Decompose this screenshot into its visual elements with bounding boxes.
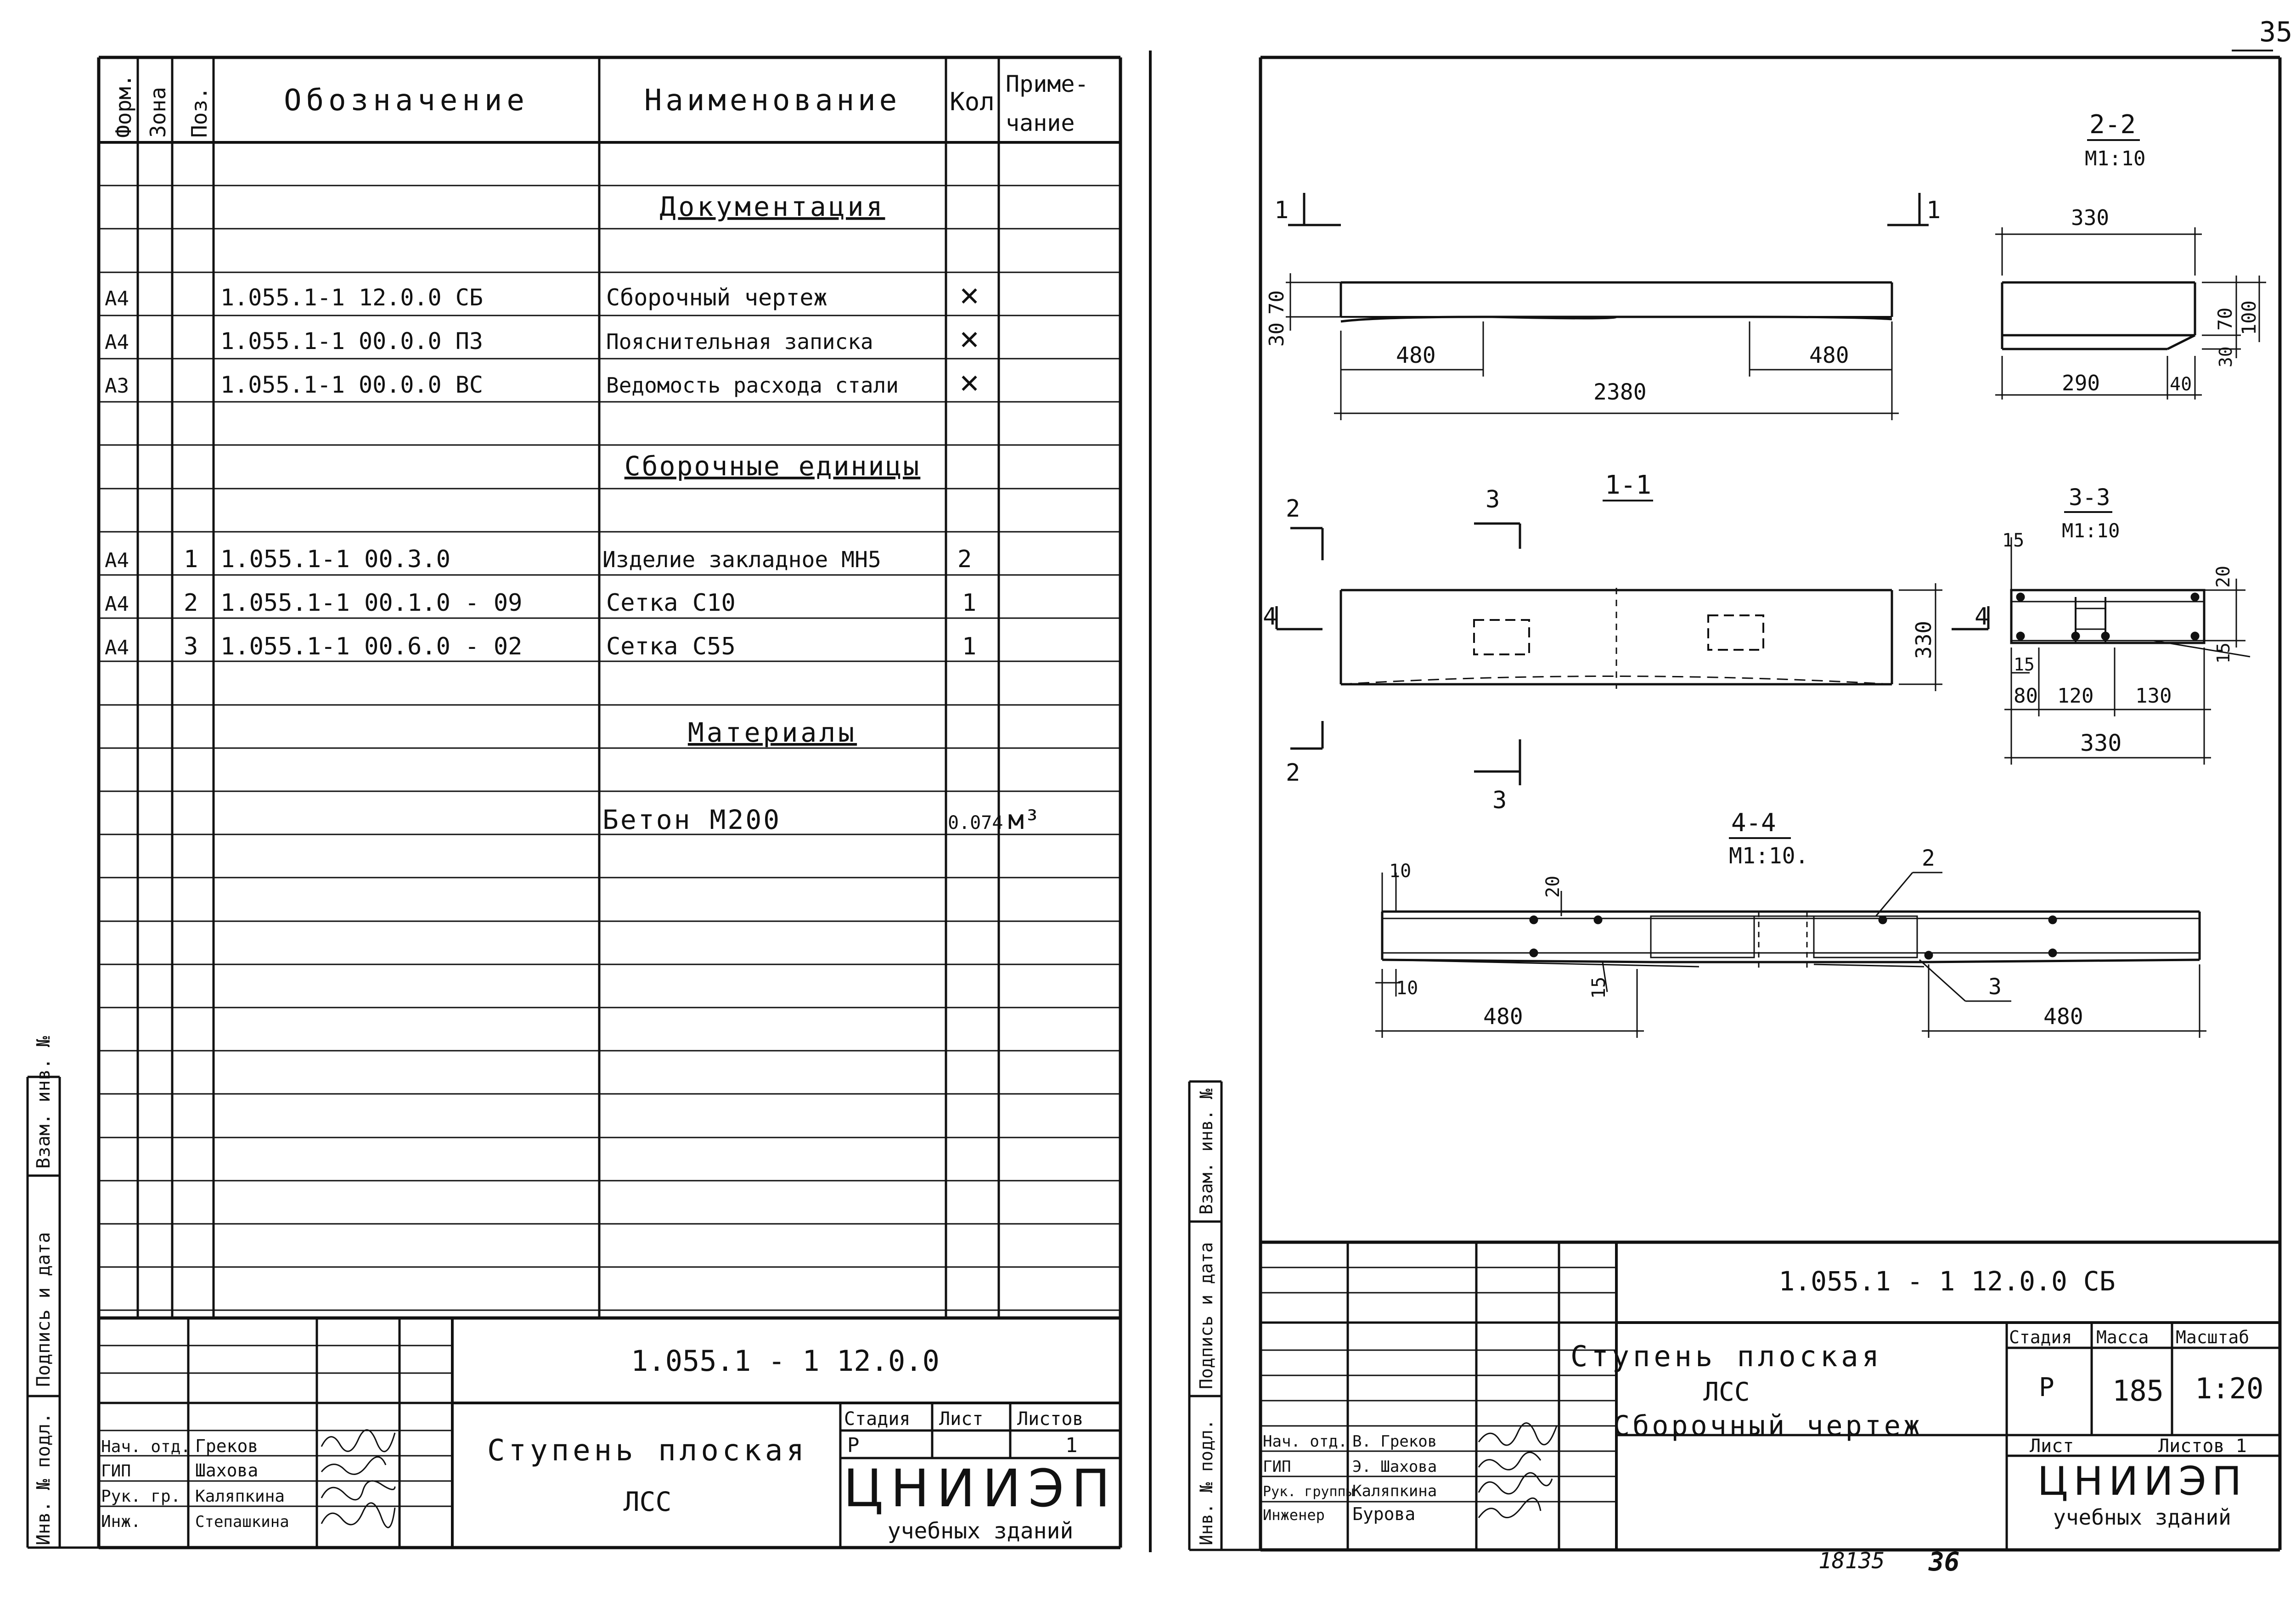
left-org-sub: учебных зданий (887, 1518, 1074, 1544)
s44-dim-20: 20 (1542, 875, 1564, 898)
bottom-page-number: 36 (1929, 1547, 1960, 1577)
doc-row-designation: 1.055.1-1 00.0.0 ПЗ (220, 328, 483, 355)
left-person: Каляпкина (195, 1487, 285, 1506)
right-title-line3: Сборочный чертеж (1613, 1410, 1923, 1442)
left-person: Степашкина (195, 1513, 289, 1531)
left-signatures (321, 1430, 395, 1528)
s22-dim-h100: 100 (2238, 300, 2260, 335)
cut-4-right: 4 (1975, 603, 1989, 631)
right-org: ЦНИИЭП (2037, 1459, 2247, 1504)
right-signatures (1479, 1423, 1557, 1518)
asm-row-designation: 1.055.1-1 00.3.0 (220, 546, 450, 573)
cut-1-left: 1 (1274, 197, 1289, 224)
right-sheet-label: Лист (2030, 1436, 2074, 1457)
section-1-1-plan (1277, 524, 1988, 785)
left-role: ГИП (101, 1462, 131, 1481)
section-1-1-label: 1-1 (1605, 470, 1652, 500)
left-role: Инж. (101, 1512, 141, 1531)
asm-row-pos: 3 (184, 633, 198, 660)
right-person: Каляпкина (1352, 1482, 1437, 1500)
right-sheets-label: Листов 1 (2158, 1436, 2247, 1457)
right-person: В. Греков (1352, 1432, 1437, 1451)
left-person: Шахова (195, 1460, 259, 1481)
cut-3-top: 3 (1486, 486, 1500, 513)
header-note-1: Приме- (1006, 71, 1089, 97)
archive-number: 18135 (1818, 1548, 1885, 1574)
left-stage: Р (847, 1434, 860, 1457)
right-person: Э. Шахова (1352, 1458, 1437, 1476)
right-role: Нач. отд. (1263, 1432, 1348, 1451)
asm-row-designation: 1.055.1-1 00.6.0 - 02 (220, 633, 523, 660)
doc-row-form: А3 (105, 374, 129, 398)
left-person: Греков (195, 1436, 259, 1456)
header-qty: Кол (950, 87, 995, 116)
doc-row-form: А4 (105, 331, 129, 354)
right-role: Инженер (1263, 1506, 1325, 1524)
s22-dim-h30: 30 (2216, 346, 2236, 367)
left-title-code: 1.055.1 - 1 12.0.0 (631, 1344, 940, 1378)
s33-dim-20: 20 (2213, 565, 2234, 588)
asm-row-name: Сетка С55 (606, 633, 736, 660)
plan-dim-h: 330 (1911, 620, 1936, 659)
s22-dim-h70: 70 (2214, 307, 2236, 331)
material-note: м³ (1008, 804, 1040, 835)
left-sheets-label: Листов (1017, 1408, 1084, 1430)
material-qty: 0.074 (948, 812, 1003, 833)
left-role: Рук. гр. (101, 1487, 181, 1506)
header-zone: Зона (146, 87, 170, 138)
asm-row-name: Сетка С10 (606, 589, 736, 617)
section-4-4-scale: М1:10. (1729, 843, 1809, 869)
section-assembly-units: Сборочные единицы (624, 451, 921, 482)
left-sheet (28, 51, 1150, 1552)
asm-row-pos: 2 (184, 589, 198, 617)
right-margin-inv: Инв. № подл. (1196, 1419, 1216, 1545)
asm-row-qty: 1 (962, 589, 977, 617)
doc-row-name: Сборочный чертеж (606, 284, 827, 311)
left-stage-label: Стадия (844, 1408, 911, 1430)
left-margin-sign: Подпись и дата (33, 1232, 54, 1387)
doc-row-name: Ведомость расхода стали (606, 373, 899, 398)
elev-dim-left: 480 (1396, 343, 1436, 368)
s44-dim-10a: 10 (1389, 861, 1412, 882)
right-org-sub: учебных зданий (2053, 1505, 2231, 1530)
s33-dim-130: 130 (2135, 684, 2172, 708)
asm-row-designation: 1.055.1-1 00.1.0 - 09 (220, 589, 523, 617)
header-form: Форм. (111, 74, 136, 138)
cut-2-bottom: 2 (1286, 759, 1300, 787)
right-stage-label: Стадия (2009, 1327, 2072, 1347)
left-role: Нач. отд. (101, 1437, 191, 1456)
right-mass: 185 (2112, 1374, 2164, 1408)
asm-row-form: А4 (105, 549, 129, 572)
asm-row-qty: 2 (957, 546, 972, 573)
section-2-2-scale: М1:10 (2085, 147, 2146, 170)
asm-row-form: А4 (105, 592, 129, 616)
header-designation: Обозначение (284, 84, 529, 118)
s22-dim-offset: 40 (2170, 374, 2192, 395)
s33-dim-15c: 15 (2014, 654, 2035, 675)
material-name: Бетон М200 (602, 804, 782, 835)
section-3-3-label: 3-3 (2069, 484, 2110, 511)
header-note-2: чание (1006, 110, 1075, 136)
s33-dim-15a: 15 (2002, 530, 2025, 551)
s22-dim-bottom: 290 (2062, 371, 2100, 395)
asm-row-pos: 1 (184, 546, 198, 573)
right-person: Бурова (1352, 1504, 1416, 1524)
s22-dim-top: 330 (2071, 205, 2110, 230)
leader-pos-2: 2 (1922, 845, 1935, 871)
doc-row-form: А4 (105, 287, 129, 310)
s33-dim-120: 120 (2057, 684, 2094, 708)
right-title-line2: ЛСС (1703, 1377, 1750, 1407)
section-documentation: Документация (659, 191, 885, 222)
elev-dim-h1: 70 (1265, 290, 1289, 315)
right-scale-label: Масштаб (2176, 1327, 2250, 1347)
left-sheet-label: Лист (939, 1408, 984, 1430)
left-sheets: 1 (1065, 1434, 1078, 1457)
right-sheet (1189, 57, 2280, 1577)
cut-4-left: 4 (1263, 603, 1277, 631)
doc-row-name: Пояснительная записка (606, 329, 873, 354)
asm-row-name: Изделие закладное МН5 (602, 547, 881, 573)
section-4-4-label: 4-4 (1731, 808, 1776, 837)
right-margin-replace: Взам. инв. № (1196, 1088, 1216, 1215)
s44-dim-10b: 10 (1396, 978, 1418, 999)
header-pos: Поз. (187, 87, 212, 138)
right-title-code: 1.055.1 - 1 12.0.0 СБ (1778, 1266, 2116, 1297)
section-3-3-scale: М1:10 (2062, 519, 2120, 542)
left-margin-replace: Взам. инв. № (33, 1036, 54, 1169)
right-role: ГИП (1263, 1458, 1291, 1476)
left-title-line1: Ступень плоская (487, 1434, 808, 1468)
right-mass-label: Масса (2096, 1327, 2149, 1347)
doc-row-designation: 1.055.1-1 00.0.0 ВС (220, 372, 483, 398)
doc-row-qty: ✕ (960, 363, 979, 400)
leader-pos-3: 3 (1988, 974, 2002, 1000)
right-title-line1: Ступень плоская (1570, 1340, 1883, 1373)
cut-3-bottom: 3 (1492, 787, 1507, 814)
elev-dim-h2: 30 (1265, 322, 1289, 347)
page-number: 35 (2259, 16, 2293, 48)
doc-row-designation: 1.055.1-1 12.0.0 СБ (220, 284, 483, 311)
doc-row-qty: ✕ (960, 319, 979, 357)
doc-row-qty: ✕ (960, 276, 979, 313)
asm-row-qty: 1 (962, 633, 977, 660)
section-materials: Материалы (687, 717, 857, 748)
right-stage: Р (2039, 1373, 2054, 1402)
s33-dim-15b: 15 (2213, 642, 2234, 664)
s33-dim-330: 330 (2080, 730, 2122, 756)
left-title-line2: ЛСС (623, 1486, 672, 1517)
asm-row-form: А4 (105, 636, 129, 659)
header-name: Наименование (644, 84, 901, 118)
section-2-2-label: 2-2 (2089, 110, 2136, 140)
right-role: Рук. группы (1263, 1484, 1354, 1500)
right-scale: 1:20 (2195, 1372, 2264, 1405)
elev-dim-total: 2380 (1593, 379, 1647, 405)
cut-2-top: 2 (1286, 495, 1300, 523)
s33-dim-80: 80 (2014, 684, 2038, 708)
right-margin-sign: Подпись и дата (1196, 1242, 1216, 1389)
s44-dim-15: 15 (1588, 976, 1609, 999)
s44-dim-480-right: 480 (2043, 1004, 2083, 1030)
left-margin-inv: Инв. № подл. (33, 1413, 54, 1545)
left-org: ЦНИИЭП (843, 1459, 1118, 1519)
cut-1-right: 1 (1926, 197, 1941, 224)
s44-dim-480-left: 480 (1483, 1004, 1523, 1030)
elev-dim-right: 480 (1809, 343, 1849, 368)
